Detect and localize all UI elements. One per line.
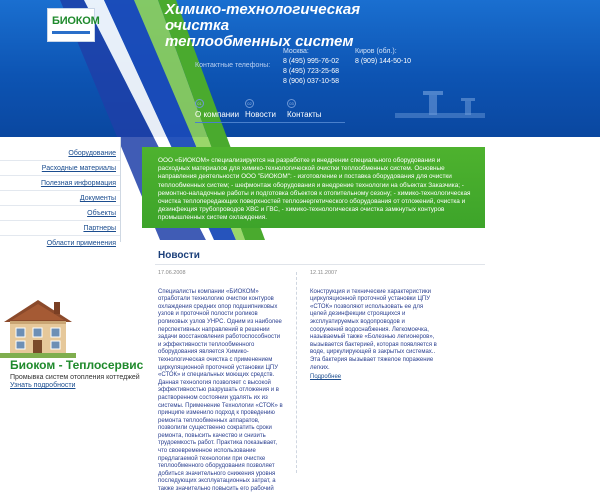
logo-underline: [52, 31, 90, 34]
left-menu-useful-info[interactable]: Полезная информация: [40, 180, 116, 187]
phone-number: 8 (495) 723-25-68: [283, 68, 340, 75]
valve-illustration: [395, 83, 485, 128]
sidebar-divider: [120, 137, 121, 242]
intro-block: [142, 147, 485, 228]
news-text: Специалисты компании «БИОКОМ» отработали технологию очистки контуров охлаждения средних опор подшипниковых узлов и проточной полости роликов роликовых узлов УНРС. Одним из наиболее перспективных направлений в решении задачи восстановления работоспособности и эффективности теплообменного оборудования является Химико-технологическая очистка с применением циркуляционной проточной установки ЦПУ «СТОК» и специальных моющих средств. Данная технология позволяет с высокой эффективностью разрушать отложения и в растворенном состоянии удалять их из системы. Применение Технологии «СТОК» в принципе изменило подход к проведению ремонта теплообменных аппаратов, позволили существенно сократить сроки ремонта, повысить качество и снизить трудоемкость работ. Практика показывает, что своевременное использование предлагаемой технологии при очистке теплообменного оборудования позволяет добиться значительного снижения уровня последующих эксплуатационных затрат, а также значительно повысить его рабочий: [158, 288, 283, 493]
site-title-line2: теплообменных систем: [165, 33, 354, 50]
menu-divider: [0, 235, 120, 236]
left-menu-objects[interactable]: Объекты: [87, 210, 116, 217]
news-item: [310, 270, 438, 382]
menu-divider: [0, 220, 120, 221]
nav-contacts[interactable]: [287, 99, 347, 129]
logo-text: БИОКОМ: [52, 15, 100, 27]
city-name: Киров (обл.):: [355, 48, 397, 55]
site-title: [165, 2, 425, 50]
contacts-moscow: [283, 47, 339, 87]
menu-divider: [0, 160, 120, 161]
news-date: 12.11.2007: [310, 270, 338, 276]
menu-divider: [0, 205, 120, 206]
nav-bullet-icon: 03: [287, 99, 296, 108]
logo[interactable]: [47, 8, 100, 42]
phone-number: 8 (495) 995-76-02: [283, 58, 340, 65]
left-menu-equipment[interactable]: Оборудование: [68, 150, 116, 157]
contacts-kirov: [355, 47, 411, 67]
nav-underline: [287, 122, 345, 123]
nav-label: О компании: [195, 110, 240, 119]
menu-divider: [0, 190, 120, 191]
left-menu-applications[interactable]: Области применения: [46, 240, 116, 247]
left-menu-consumables[interactable]: Расходные материалы: [41, 165, 116, 172]
promo-subtitle: Промывка систем отопления коттеджей: [10, 374, 140, 381]
nav-bullet-icon: 02: [245, 99, 254, 108]
contacts-label: Контактные телефоны:: [195, 62, 271, 69]
news-column-separator: [296, 272, 297, 473]
news-heading: Новости: [158, 250, 200, 261]
left-menu-partners[interactable]: Партнеры: [83, 225, 116, 232]
phone-number: 8 (906) 037-10-58: [283, 78, 340, 85]
news-more-link[interactable]: Подробнее: [310, 374, 342, 381]
news-date: 17.06.2008: [158, 270, 186, 276]
news-item: [158, 270, 284, 494]
nav-label: Новости: [245, 110, 276, 119]
left-menu-documents[interactable]: Документы: [79, 195, 116, 202]
site-title-line1: Химико-технологическая очистка: [165, 1, 361, 34]
promo-link[interactable]: Узнать подробности: [10, 382, 76, 389]
nav-bullet-icon: 01: [195, 99, 204, 108]
city-name: Москва:: [283, 48, 309, 55]
intro-text: ООО «БИОКОМ» специализируется на разработке и внедрении специального оборудования и расходных материалов для химико-технологической очистки теплообменных систем. Основные направления деятельности ООО "БИОКОМ": - изготовление и поставка оборудования для очистки теплообменных систем; - шефмонтаж оборудования и внедрение технологии на объектах Заказчика; - ремонтно-наладочные работы и подготовка объектов к отопительному сезону; - химико-технологическая очистка теплопередающих поверхностей теплоэнергетического оборудования от отложений, очистка и дезинфекция трубопроводов ХВС и ГВС, - химико-технологическая очистка замкнутых контуров промышленных систем охлаждения.: [158, 157, 471, 222]
news-text: Конструкция и технические характеристики циркуляционной проточной установки ЦПУ «СТОК» позволяют использовать ее для целей дезинфекции строящихся и эксплуатируемых водопроводов и сооружений водоснабжения. Легкомоечка, называемый также «Болезнью легионеров», вызывается бактерией, которая появляется в воде, циркулирующей в закрытых системах.. Эта бактерия вызывает тяжелое поражение легких.: [310, 288, 437, 371]
phone-number: 8 (909) 144-50-10: [355, 58, 412, 65]
promo-title: Биоком - Теплосервис: [10, 358, 144, 372]
house-image[interactable]: [0, 296, 76, 358]
menu-divider: [0, 175, 120, 176]
news-divider: [155, 264, 485, 265]
site-header: [0, 0, 600, 137]
nav-label: Контакты: [287, 110, 322, 119]
